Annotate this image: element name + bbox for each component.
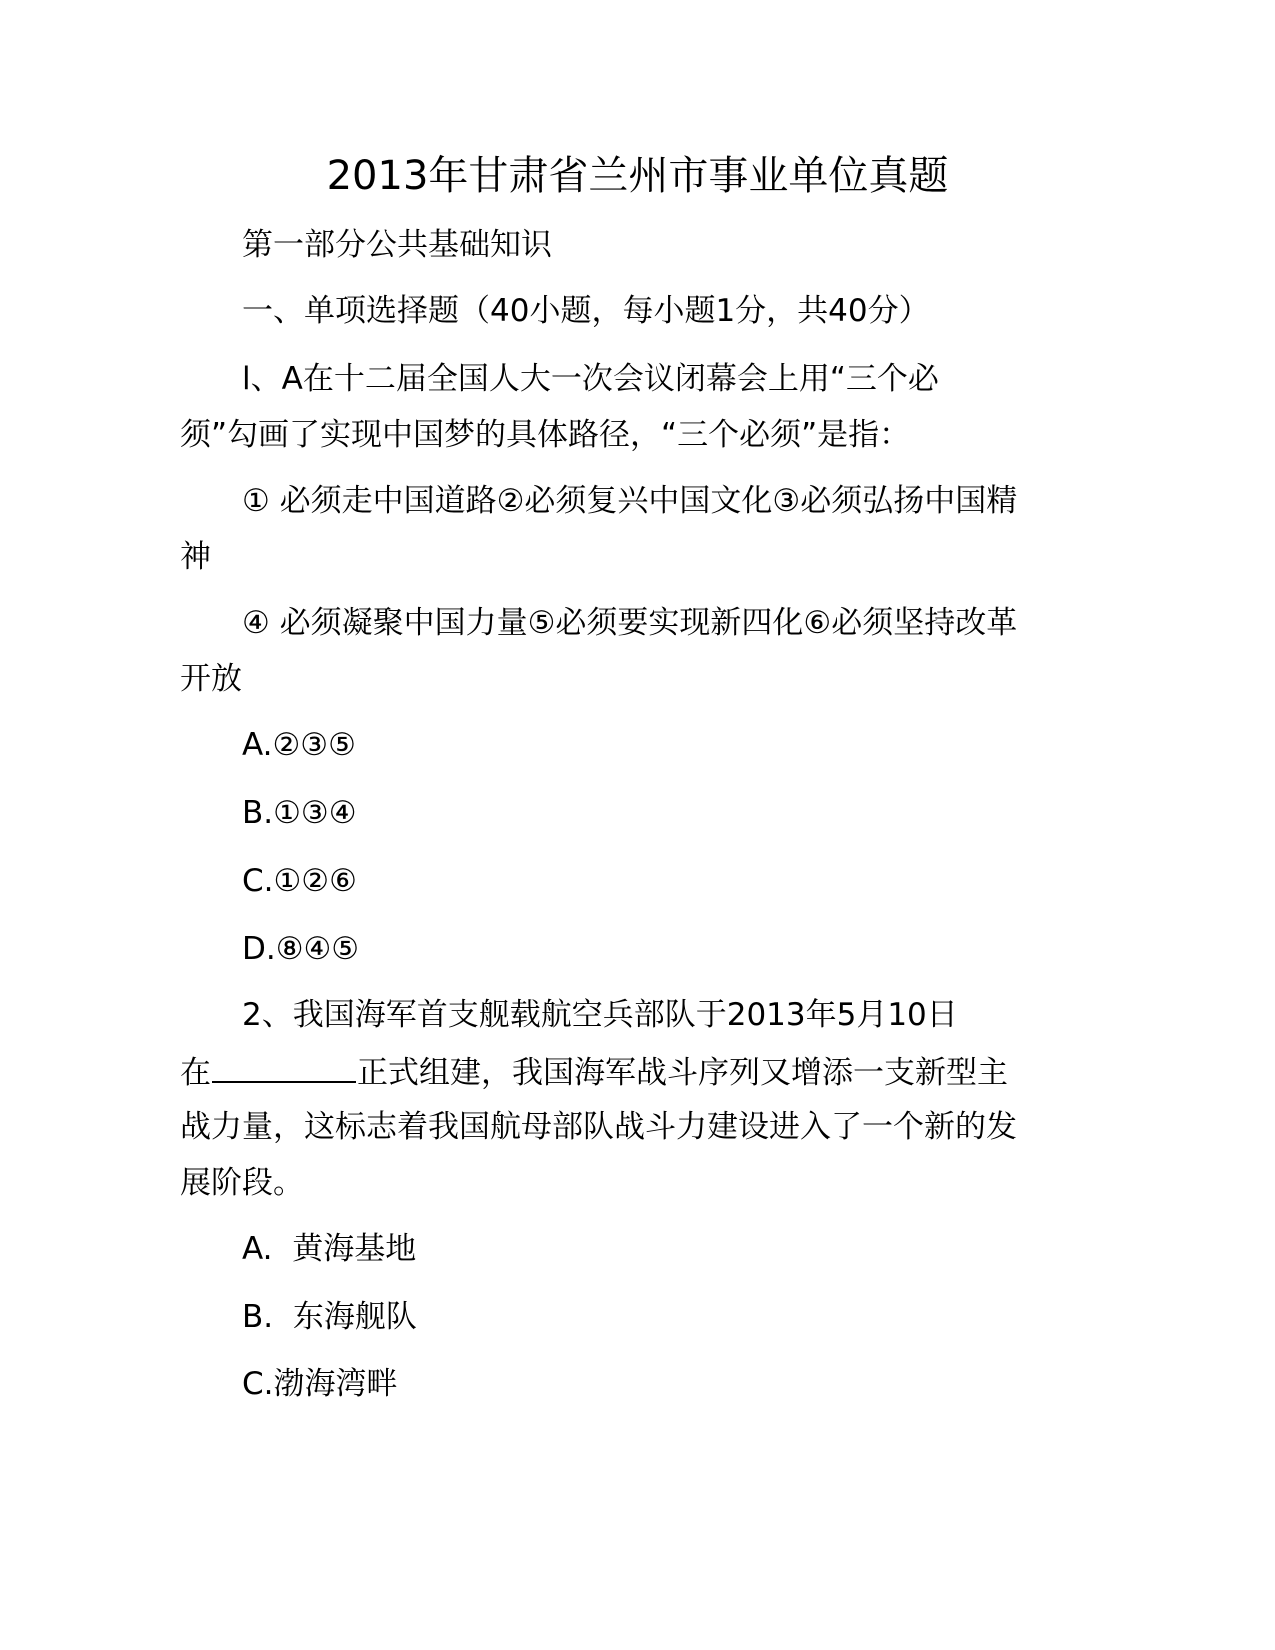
- q1-option-c: C.①②⑥: [242, 863, 357, 899]
- q1-option-b: B.①③④: [242, 795, 357, 831]
- q1-stem-line-1: l、A在十二届全国人大一次会议闭幕会上用“三个必: [242, 361, 939, 397]
- q2-option-b: B. 东海舰队: [242, 1299, 417, 1335]
- q2-stem-line-3: 战力量，这标志着我国航母部队战斗力建设进入了一个新的发: [180, 1109, 1017, 1145]
- q1-items-a-line-2: 神: [180, 539, 211, 575]
- q2-stem-line-4: 展阶段。: [180, 1165, 304, 1201]
- q1-option-a: A.②③⑤: [242, 727, 356, 763]
- q2-option-c: C.渤海湾畔: [242, 1366, 398, 1402]
- q2-stem-line-1: 2、我国海军首支舰载航空兵部队于2013年5月10日: [242, 997, 958, 1033]
- document-title: 2013年甘肃省兰州市事业单位真题: [326, 153, 949, 199]
- q2-stem-line-2-before: 在: [180, 1055, 211, 1091]
- q1-items-a-line-1: ① 必须走中国道路②必须复兴中国文化③必须弘扬中国精: [242, 483, 1018, 519]
- q2-option-a: A. 黄海基地: [242, 1231, 417, 1267]
- part-heading: 第一部分公共基础知识: [242, 227, 552, 263]
- q1-stem-line-2: 须”勾画了实现中国梦的具体路径，“三个必须”是指：: [180, 417, 911, 453]
- section-heading: 一、单项选择题（40小题，每小题1分，共40分）: [242, 293, 930, 329]
- q1-option-d: D.⑧④⑤: [242, 931, 360, 967]
- answer-blank: [212, 1051, 356, 1083]
- q1-items-b-line-2: 开放: [180, 661, 242, 697]
- q1-items-b-line-1: ④ 必须凝聚中国力量⑤必须要实现新四化⑥必须坚持改革: [242, 605, 1018, 641]
- q2-stem-line-2: [180, 1051, 1008, 1093]
- q2-stem-line-2-after: 正式组建，我国海军战斗序列又增添一支新型主: [357, 1055, 1008, 1091]
